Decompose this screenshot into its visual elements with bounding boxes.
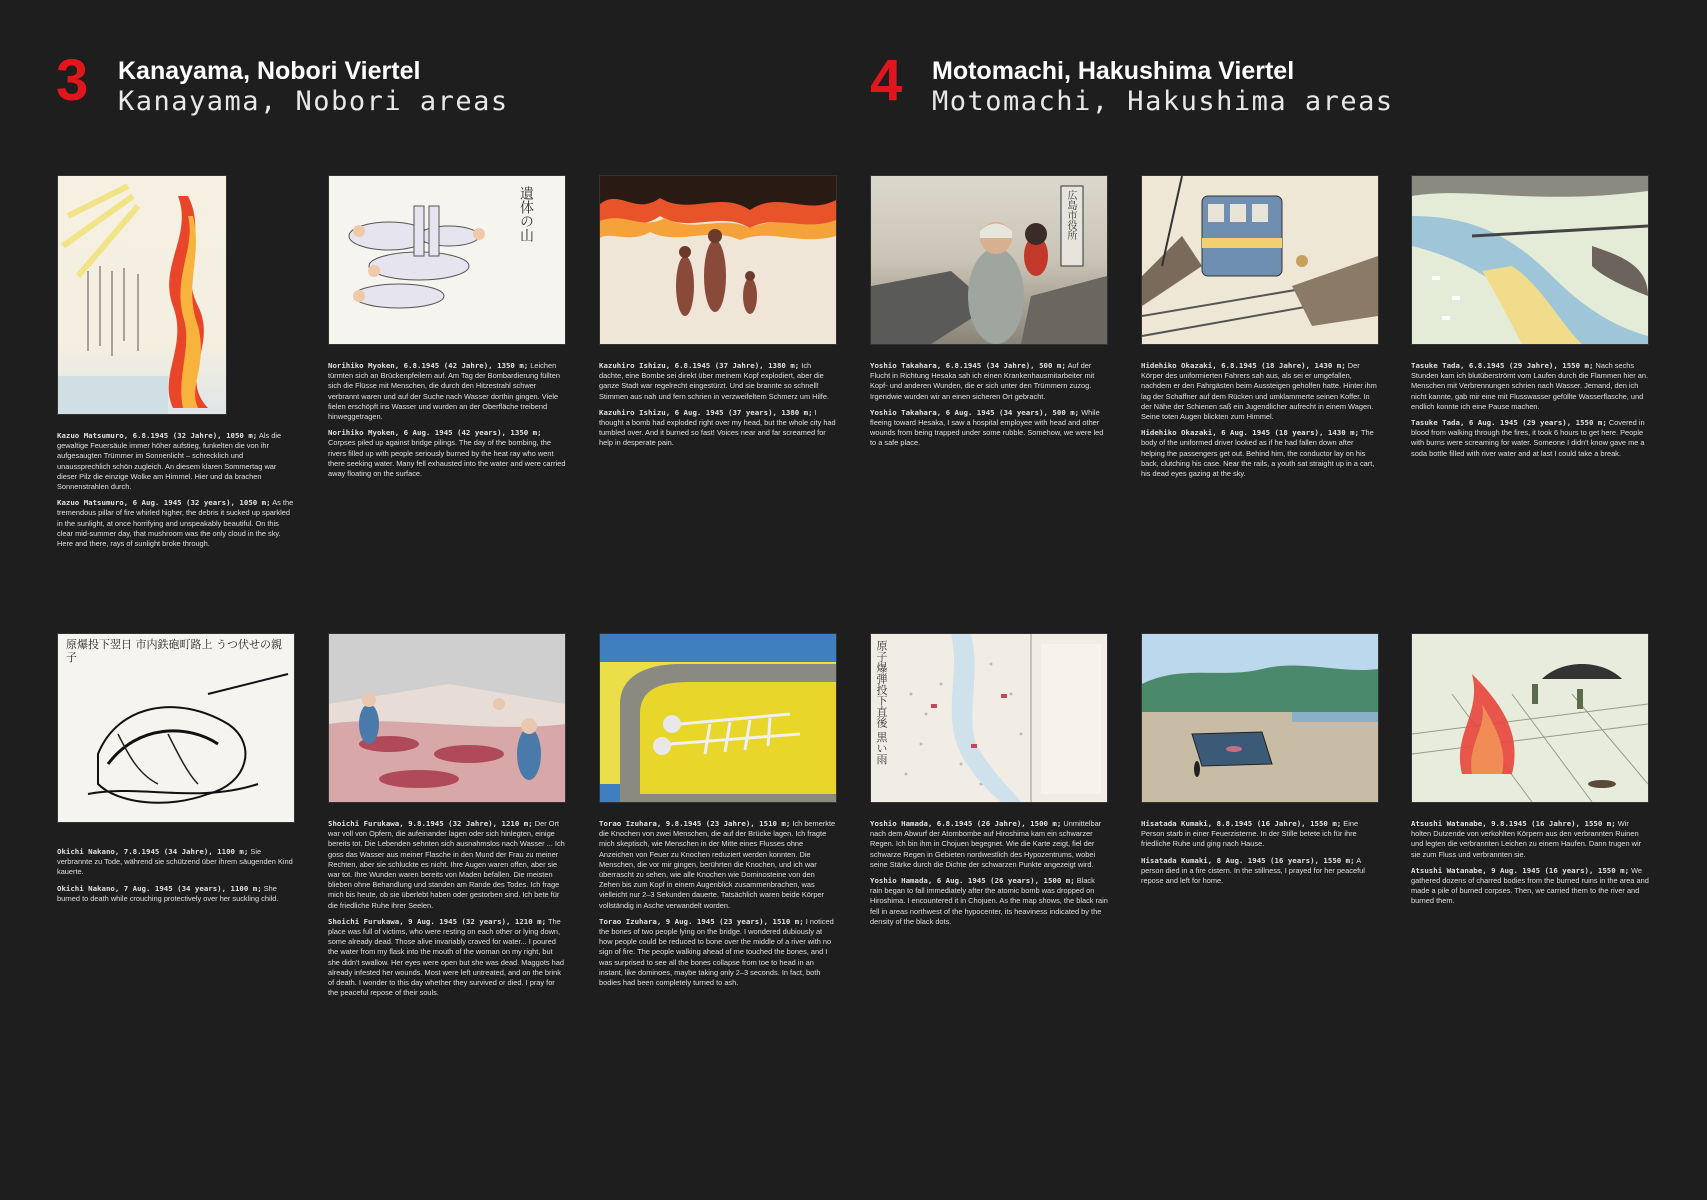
artwork-skeletons-bridge: [599, 633, 837, 803]
artwork-black-rain-map: [870, 633, 1108, 803]
witness-name-de: Kazuhiro Ishizu, 6.8.1945 (37 Jahre), 1380 m;: [599, 361, 800, 370]
testimony-card: [328, 633, 566, 1004]
artwork-hospital-employee: [870, 175, 1108, 345]
testimony-en: The place was full of victims, who were resting on each other or lying down, some already dead. Those alive invariably craved for water... I poured the water from my flask into the mouth of the woman on my right, but she didn't swallow. Her eyes were open but she was dead. Maggots had already infested her wounds. Most were left untreated, and on the brink of death. I wonder to this day whether they survived or died. I pray for the peaceful repose of their souls.: [328, 916, 564, 998]
artwork-victims-shelter: [328, 633, 566, 803]
testimony-en: A person died in a fire cistern. In the stillness, I prayed for her peaceful repose and left for home.: [1141, 855, 1365, 886]
artwork-inscription: 遺体の山: [518, 186, 534, 242]
testimony-en: She burned to death while crouching protectively over her suckling child.: [57, 883, 279, 903]
fire-pillar-drawing: [58, 176, 226, 414]
witness-name-de: Norihiko Myoken, 6.8.1945 (42 Jahre), 1350 m;: [328, 361, 529, 370]
testimony-de: Nach sechs Stunden kam ich blutüberströmt vom Laufen durch die Flammen hier an. Menschen mit Verbrennungen schrien nach Wasser. Jemand, den ich nicht kannte, gab mir eine mit Flusswasser gefüllte Wasserflasche, und endlich konnte ich eine Pause machen.: [1411, 361, 1649, 411]
artwork-burning-city: [599, 175, 837, 345]
testimony-de: Der Körper des uniformierten Fahrers sah aus, als sei er umgefallen, nachdem er den Fahrgästen beim Aussteigen geholfen hatte. Hinter ihm lag der Schaffner auf dem Rücken und umklammerte seinen Koffer. In der Nähe der Schienen saß ein Jugendlicher aufrecht in einem Wagen. Seine toten Augen blickten zum Himmel.: [1141, 361, 1377, 422]
testimony-card: [57, 633, 295, 910]
witness-name-en: Tasuke Tada, 6 Aug. 1945 (29 years), 1550 m;: [1411, 418, 1607, 428]
victims-drawing: [329, 634, 565, 802]
section-title-de: Motomachi, Hakushima Viertel: [932, 57, 1295, 85]
artwork-corpses-bridge: [328, 175, 566, 345]
witness-name-en: Kazuhiro Ishizu, 6 Aug. 1945 (37 years), 1380 m;: [599, 407, 813, 417]
artwork-fire-pillar: [57, 175, 227, 415]
testimony-card: [328, 175, 566, 485]
testimony-card: [57, 175, 295, 555]
testimony-de: Sie verbrannte zu Tode, während sie schützend über ihrem säugenden Kind kauerte.: [57, 847, 293, 877]
caption: [1141, 819, 1379, 886]
artwork-tram: [1141, 175, 1379, 345]
testimony-en: The body of the uniformed driver looked as if he had fallen down after helping the passengers get out. Behind him, the conductor lay on his back, clutching his case. Near the rails, a youth sat straight up in a cart, his dead eyes gazing at the sky.: [1141, 428, 1375, 479]
witness-name-de: Atsushi Watanabe, 9.8.1945 (16 Jahre), 1550 m;: [1411, 819, 1616, 828]
artwork-fire-cistern: [1141, 633, 1379, 803]
artwork-corpse-burning: [1411, 633, 1649, 803]
caption: [1411, 819, 1649, 907]
testimony-de: Auf der Flucht in Richtung Hesaka sah ich einen Krankenhausmitarbeiter mit Kopf- und anderen Wunden, die er sich unter den Trümmern zuzog. Irgendwie wurden wir an einen sicheren Ort gebracht.: [870, 361, 1095, 401]
witness-name-de: Yoshio Hamada, 6.8.1945 (26 Jahre), 1500 m;: [870, 819, 1062, 828]
witness-name-de: Shoichi Furukawa, 9.8.1945 (32 Jahre), 1210 m;: [328, 819, 533, 828]
witness-name-en: Yoshio Takahara, 6 Aug. 1945 (34 years), 500 m;: [870, 407, 1080, 417]
testimony-card: [1141, 633, 1379, 892]
witness-name-en: Atsushi Watanabe, 9 Aug. 1945 (16 years), 1550 m;: [1411, 865, 1630, 875]
witness-name-en: Hisatada Kumaki, 8 Aug. 1945 (16 years), 1550 m;: [1141, 855, 1355, 865]
caption: [599, 361, 837, 449]
witness-name-de: Hisatada Kumaki, 8.8.1945 (16 Jahre), 1550 m;: [1141, 819, 1342, 828]
testimony-en: Black rain began to fall immediately after the atomic bomb was dropped on Hiroshima. I encountered it in Chojuen. As the map shows, the black rain fell in areas northwest of the hypocenter, its heaviness indicated by the density of the black dots.: [870, 876, 1108, 926]
witness-name-de: Tasuke Tada, 6.8.1945 (29 Jahre), 1550 m;: [1411, 361, 1594, 370]
witness-name-en: Norihiko Myoken, 6 Aug. 1945 (42 years), 1350 m;: [328, 428, 542, 438]
testimony-de: Eine Person starb in einer Feuerzisterne. In der Stille betete ich für ihre friedliche Ruhe und ging nach Hause.: [1141, 819, 1359, 849]
section-title-en: Motomachi, Hakushima areas: [932, 86, 1394, 117]
caption: [328, 361, 566, 479]
black-rain-map: [871, 634, 1107, 802]
artwork-mother-child: [57, 633, 295, 823]
fire-cistern-drawing: [1142, 634, 1378, 802]
witness-name-de: Yoshio Takahara, 6.8.1945 (34 Jahre), 500 m;: [870, 361, 1066, 370]
testimony-card: [870, 633, 1108, 933]
caption: [1141, 361, 1379, 479]
tram-drawing: [1142, 176, 1378, 344]
burning-city-drawing: [600, 176, 836, 344]
section-header-3: [56, 48, 509, 118]
testimony-card: [1411, 633, 1649, 913]
artwork-inscription: 原爆投下翌日 市内鉄砲町路上 うつ伏せの親子: [66, 638, 282, 664]
artwork-inscription: 原子爆弾投下直後 黒い雨: [875, 640, 888, 765]
testimony-en: While fleeing toward Hesaka, I saw a hospital employee with head and other wounds from being trapped under some rubble. Somehow, we were led to a safe place.: [870, 407, 1104, 448]
artwork-inscription: 広島市役所: [1065, 190, 1076, 240]
section-title-de: Kanayama, Nobori Viertel: [118, 57, 421, 85]
skeletons-drawing: [600, 634, 836, 802]
testimony-de: Der Ort war voll von Opfern, die aufeinander lagen oder sich hinlegten, einige bereits tot. Die Lebenden sehnten sich ausnahmslos nach Wasser ... Ich goss das Wasser aus meiner Flasche in den Mund der Frau zu meiner Rechten, aber sie schluckte es nicht. Ihre Augen waren offen, aber sie war tot. Ihre Wunden waren bereits von Maden befallen. Die meisten blieben ohne Behandlung und standen am Rande des Todes. Ich frage mich bis heute, ob sie überlebt haben oder gestorben sind. Ich bete für die friedliche Ruhe ihrer Seelen.: [328, 819, 565, 910]
caption: [1411, 361, 1649, 459]
section-number: 3: [56, 48, 89, 113]
caption: [599, 819, 837, 988]
witness-name-de: Okichi Nakano, 7.8.1945 (34 Jahre), 1100 m;: [57, 847, 249, 856]
witness-name-en: Hidehiko Okazaki, 6 Aug. 1945 (18 years), 1430 m;: [1141, 428, 1360, 438]
witness-name-en: Kazuo Matsumuro, 6 Aug. 1945 (32 years), 1050 m;: [57, 498, 271, 508]
testimony-de: Als die gewaltige Feuersäule immer höher aufstieg, funkelten die von ihr aufgesaugten Trümmer im Sonnenlicht – schrecklich und unaussprechlich schön zugleich. An diesem klaren Sommertag war dieser Pilz die einzige Wolke am Himmel. Hier und da brachen Sonnenstrahlen durch.: [57, 431, 282, 492]
testimony-en: I noticed the bones of two people lying on the bridge. I wondered dubiously at how people could be reduced to bone over the middle of a river with no sign of fire. The people walking ahead of me touched the bones, and I was surprised to see all the bones collapse from toe to head in an instant, like dominoes, maybe taking only 2–3 seconds. In fact, both bodies had been completely turned to ash.: [599, 916, 834, 988]
testimony-card: [599, 175, 837, 455]
testimony-de: Leichen türmten sich an Brückenpfeilern auf. Am Tag der Bombardierung füllten sich die Flüsse mit Menschen, die durch den Hitzestrahl schwer verbrannt waren und auf der Suche nach Wasser dorthin gingen. Viele fielen erschöpft ins Wasser und wurden an der Oberfläche treibend hinweggetragen.: [328, 361, 560, 422]
caption: [57, 847, 295, 904]
witness-name-en: Okichi Nakano, 7 Aug. 1945 (34 years), 1100 m;: [57, 883, 262, 893]
section-title-en: Kanayama, Nobori areas: [118, 86, 509, 117]
testimony-card: [1411, 175, 1649, 465]
caption: [328, 819, 566, 998]
testimony-en: Covered in blood from walking through the fires, it took 6 hours to get here. People with burns were screaming for water. Someone I didn't know gave me a soda bottle filled with river water and at last I could take a break.: [1411, 418, 1645, 458]
witness-name-de: Torao Izuhara, 9.8.1945 (23 Jahre), 1510 m;: [599, 819, 791, 828]
testimony-en: We gathered dozens of charred bodies from the burned ruins in the area and made a pile of burned corpses. Then, we carried them to the river and burned them.: [1411, 865, 1649, 906]
witness-name-de: Kazuo Matsumuro, 6.8.1945 (32 Jahre), 1050 m;: [57, 431, 258, 440]
testimony-card: [870, 175, 1108, 455]
witness-name-en: Torao Izuhara, 9 Aug. 1945 (23 years), 1510 m;: [599, 916, 804, 926]
testimony-en: As the tremendous pillar of fire whirled higher, the debris it sucked up sparkled in the sunlight, at once horrifying and unspeakably beautiful. On this clear mid-summer day, that mushroom was the only cloud in the sky. Here and there, rays of sunlight broke through.: [57, 498, 294, 549]
caption: [870, 819, 1108, 927]
testimony-de: Unmittelbar nach dem Abwurf der Atombombe auf Hiroshima kam ein schwarzer Regen. Ich bin ihm in Chojuen begegnet. Wie die Karte zeigt, fiel der schwarze Regen in Gebieten nordwestlich des Hypozentrums, wobei seine Stärke durch die Dichte der schwarzen Punkte angezeigt wird.: [870, 819, 1102, 869]
witness-name-de: Hidehiko Okazaki, 6.8.1945 (18 Jahre), 1430 m;: [1141, 361, 1346, 370]
testimony-en: I thought a bomb had exploded right over my head, but the whole city had tumbled over. And it burned so fast! Voices near and far screamed for help in desperate pain.: [599, 407, 836, 448]
section-number: 4: [870, 48, 903, 113]
testimony-de: Wir holten Dutzende von verkohlten Körpern aus den verbrannten Ruinen und legten die verbrannten Leichen zu einem Haufen. Dann trugen wir sie zum Fluss und verbrannten sie.: [1411, 819, 1642, 859]
corpse-burning-drawing: [1412, 634, 1648, 802]
caption: [870, 361, 1108, 449]
witness-name-en: Yoshio Hamada, 6 Aug. 1945 (26 years), 1500 m;: [870, 876, 1075, 886]
testimony-de: Ich bemerkte die Knochen von zwei Menschen, die auf der Brücke lagen. Ich fragte mich skeptisch, wie Menschen in der Mitte eines Flusses ohne Anzeichen von Feuer zu Knochen reduziert werden konnten. Die Menschen, die vor mir gingen, berührten die Knochen, und ich war überrascht zu sehen, wie alle Knochen wie Dominosteine von den Zehen bis zum Kopf in einem Augenblick zusammenbrachen, was vielleicht nur 2–3 Sekunden dauerte. Tatsächlich waren beide Körper vollständig in Asche verwandelt worden.: [599, 819, 836, 910]
testimony-en: Corpses piled up against bridge pilings. The day of the bombing, the rivers filled up with people seriously burned by the heat ray who went there seeking water. Many fell exhausted into the water and were carried away floating on the surface.: [328, 438, 566, 479]
testimony-de: Ich dachte, eine Bombe sei direkt über meinem Kopf explodiert, aber die ganze Stadt war regelrecht eingestürzt. Und sie brannte so schnell! Stimmen aus nah und fern schrien in verzweifeltem Schmerz um Hilfe.: [599, 361, 830, 401]
caption: [57, 431, 295, 549]
artwork-river-map: [1411, 175, 1649, 345]
witness-name-en: Shoichi Furukawa, 9 Aug. 1945 (32 years), 1210 m;: [328, 916, 547, 926]
testimony-card: [1141, 175, 1379, 485]
testimony-card: [599, 633, 837, 994]
section-header-4: [870, 48, 1394, 118]
river-drawing: [1412, 176, 1648, 344]
